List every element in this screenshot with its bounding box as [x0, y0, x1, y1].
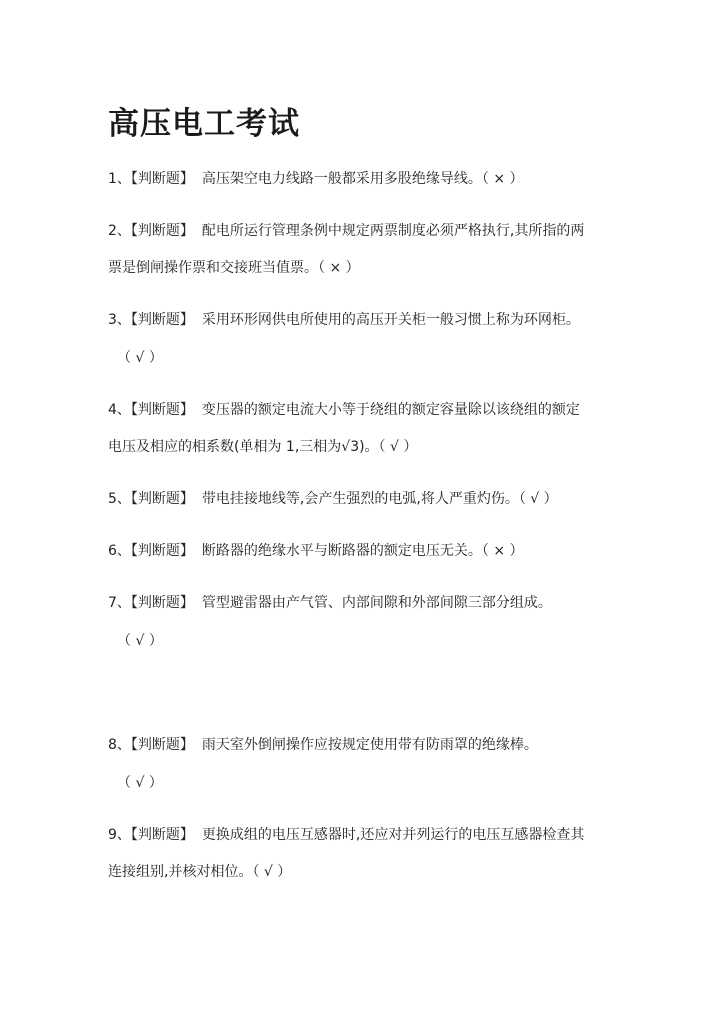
question-2: [108, 221, 584, 241]
question-5: [108, 489, 558, 509]
question-type-tag: 【判断题】: [130, 491, 194, 507]
question-number: 9、: [108, 827, 131, 843]
question-3-answer: （ √ ）: [117, 350, 163, 366]
question-number: 6、: [108, 543, 131, 559]
question-type-tag: 【判断题】: [130, 223, 194, 239]
question-8-answer: （ √ ）: [117, 775, 163, 791]
question-7-answer: （ √ ）: [117, 633, 163, 649]
question-text: 管型避雷器由产气管、内部间隙和外部间隙三部分组成。: [201, 595, 552, 611]
question-number: 4、: [108, 402, 131, 418]
question-type-tag: 【判断题】: [130, 171, 194, 187]
question-type-tag: 【判断题】: [130, 595, 194, 611]
question-type-tag: 【判断题】: [130, 737, 194, 753]
question-type-tag: 【判断题】: [130, 312, 194, 328]
question-type-tag: 【判断题】: [130, 827, 194, 843]
question-text: 带电挂接地线等,会产生强烈的电弧,将人严重灼伤。（ √ ）: [201, 491, 558, 507]
question-1: [108, 169, 524, 189]
page-title: 高压电工考试: [108, 106, 300, 142]
question-text: 采用环形网供电所使用的高压开关柜一般习惯上称为环网柜。: [201, 312, 580, 328]
question-3: [108, 310, 580, 330]
question-number: 8、: [108, 737, 131, 753]
question-text: 高压架空电力线路一般都采用多股绝缘导线。（ × ）: [201, 171, 524, 187]
question-text: 更换成组的电压互感器时,还应对并列运行的电压互感器检查其: [201, 827, 585, 843]
question-text: 配电所运行管理条例中规定两票制度必须严格执行,其所指的两: [201, 223, 585, 239]
question-number: 3、: [108, 312, 131, 328]
question-number: 5、: [108, 491, 131, 507]
question-6: [108, 541, 524, 561]
question-4-continuation: 电压及相应的相系数(单相为 1,三相为√3)。（ √ ）: [108, 439, 418, 455]
question-type-tag: 【判断题】: [130, 543, 194, 559]
question-text: 断路器的绝缘水平与断路器的额定电压无关。（ × ）: [201, 543, 524, 559]
question-text: 变压器的额定电流大小等于绕组的额定容量除以该绕组的额定: [201, 402, 580, 418]
question-number: 7、: [108, 595, 131, 611]
question-4: [108, 400, 580, 420]
question-7: [108, 593, 552, 613]
question-number: 1、: [108, 171, 131, 187]
question-8: [108, 735, 538, 755]
question-number: 2、: [108, 223, 131, 239]
question-text: 雨天室外倒闸操作应按规定使用带有防雨罩的绝缘棒。: [201, 737, 538, 753]
question-9: [108, 825, 584, 845]
question-9-continuation: 连接组别,并核对相位。（ √ ）: [108, 864, 292, 880]
question-type-tag: 【判断题】: [130, 402, 194, 418]
question-2-continuation: 票是倒闸操作票和交接班当值票。（ × ）: [108, 260, 360, 276]
